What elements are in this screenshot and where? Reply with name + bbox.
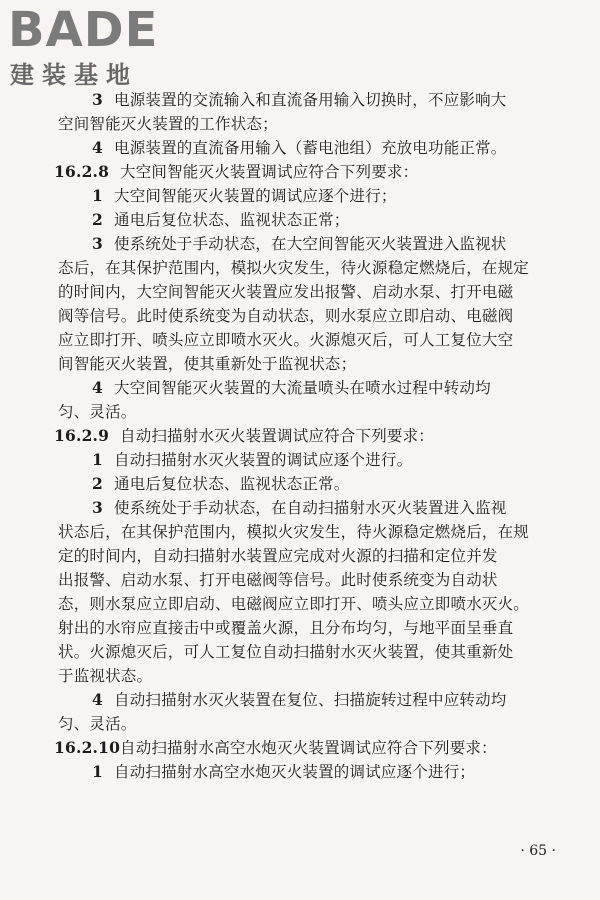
item-number: 1: [92, 762, 103, 781]
item-text: 使系统处于手动状态，在自动扫描射水灭火装置进入监视: [114, 499, 507, 517]
list-item: [58, 376, 556, 400]
item-number: 2: [92, 210, 103, 229]
logo-main-text: BADE: [8, 2, 159, 58]
section-number: 16.2.10: [54, 738, 121, 757]
paragraph-line: 定的时间内，自动扫描射水装置应完成对火源的扫描和定位并发: [58, 547, 498, 565]
list-item: [58, 88, 556, 112]
logo-sub-text: 建装基地: [10, 61, 138, 89]
item-number: 1: [92, 186, 103, 205]
item-text: 自动扫描射水高空水炮灭火装置的调试应逐个进行；: [114, 763, 476, 781]
paragraph-line: 的时间内，大空间智能灭火装置应发出报警、启动水泵、打开电磁: [58, 283, 514, 301]
section-heading: [54, 160, 556, 184]
paragraph-line: 间智能灭火装置，使其重新处于监视状态；: [58, 355, 357, 373]
page-number: · 65 ·: [520, 843, 556, 859]
paragraph-line: 态，则水泵应立即启动、电磁阀应立即打开、喷头应立即喷水灭火。: [58, 595, 530, 613]
paragraph-line: 状态后，在其保护范围内，模拟火灾发生，待火源稳定燃烧后，在规: [58, 523, 530, 541]
section-title: 自动扫描射水高空水炮灭火装置调试应符合下列要求：: [120, 739, 497, 757]
section-number: 16.2.8: [54, 162, 110, 181]
section-title: 大空间智能灭火装置调试应符合下列要求：: [120, 163, 419, 181]
item-text: 大空间智能灭火装置的大流量喷头在喷水过程中转动均: [114, 379, 491, 397]
section-title: 自动扫描射水灭火装置调试应符合下列要求：: [120, 427, 435, 445]
list-item: [58, 496, 556, 520]
item-number: 3: [92, 90, 103, 109]
section-number: 16.2.9: [54, 426, 110, 445]
document-body: [54, 88, 556, 784]
paragraph-line: 于监视状态。: [58, 667, 153, 685]
item-text: 通电后复位状态、监视状态正常；: [114, 211, 350, 229]
section-heading: [54, 424, 556, 448]
paragraph-line: 匀、灵活。: [58, 403, 137, 421]
paragraph-line: 阀等信号。此时使系统变为自动状态，则水泵应立即启动、电磁阀: [58, 307, 514, 325]
list-item: [58, 208, 556, 232]
item-text: 电源装置的交流输入和直流备用输入切换时，不应影响大: [114, 91, 507, 109]
list-item: [58, 184, 556, 208]
item-number: 3: [92, 498, 103, 517]
item-number: 1: [92, 450, 103, 469]
item-number: 3: [92, 234, 103, 253]
paragraph-line: 应立即打开、喷头应立即喷水灭火。火源熄灭后，可人工复位大空: [58, 331, 514, 349]
item-text: 使系统处于手动状态，在大空间智能灭火装置进入监视状: [114, 235, 507, 253]
item-number: 4: [92, 138, 103, 157]
item-number: 4: [92, 690, 103, 709]
item-number: 4: [92, 378, 103, 397]
list-item: [58, 232, 556, 256]
paragraph-line: 射出的水帘应直接击中或覆盖火源，且分布均匀，与地平面呈垂直: [58, 619, 514, 637]
item-text: 电源装置的直流备用输入（蓄电池组）充放电功能正常。: [114, 139, 507, 157]
paragraph-line: 态后，在其保护范围内，模拟火灾发生，待火源稳定燃烧后，在规定: [58, 259, 530, 277]
list-item: [58, 472, 556, 496]
paragraph-line: 匀、灵活。: [58, 715, 137, 733]
item-number: 2: [92, 474, 103, 493]
list-item: [58, 760, 556, 784]
item-text: 自动扫描射水灭火装置在复位、扫描旋转过程中应转动均: [114, 691, 507, 709]
paragraph-line: 出报警、启动水泵、打开电磁阀等信号。此时使系统变为自动状: [58, 571, 498, 589]
paragraph-line: 状。火源熄灭后，可人工复位自动扫描射水灭火装置，使其重新处: [58, 643, 514, 661]
item-text: 自动扫描射水灭火装置的调试应逐个进行。: [114, 451, 413, 469]
list-item: [58, 136, 556, 160]
section-heading: [54, 736, 556, 760]
item-text: 大空间智能灭火装置的调试应逐个进行；: [114, 187, 397, 205]
list-item: [58, 448, 556, 472]
list-item: [58, 688, 556, 712]
logo: [8, 2, 178, 94]
paragraph-line: 空间智能灭火装置的工作状态；: [58, 115, 278, 133]
item-text: 通电后复位状态、监视状态正常。: [114, 475, 350, 493]
